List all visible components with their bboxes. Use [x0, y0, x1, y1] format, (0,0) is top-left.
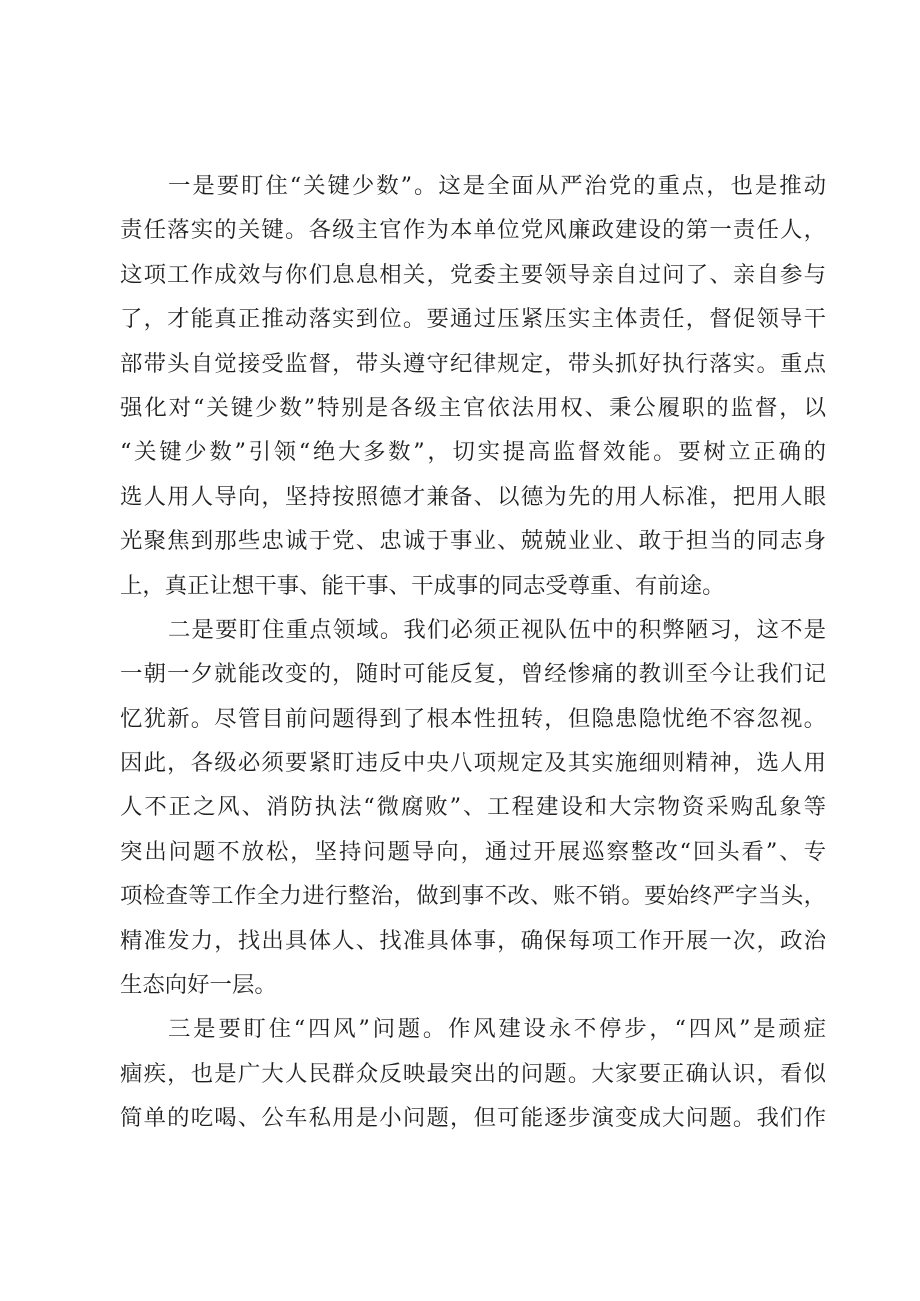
text-line: 二是要盯住重点领域。我们必须正视队伍中的积弊陋习，这不是 — [168, 616, 826, 643]
text-line: 强化对“关键少数”特别是各级主官依法用权、秉公履职的监督，以 — [120, 394, 826, 421]
text-line: 责任落实的关键。各级主官作为本单位党风廉政建设的第一责任人， — [120, 217, 826, 244]
text-line: 痼疾，也是广大人民群众反映最突出的问题。大家要正确认识，看似 — [120, 1060, 826, 1087]
text-line: 三是要盯住“四风”问题。作风建设永不停步，“四风”是顽症 — [168, 1016, 826, 1043]
document-body — [120, 164, 826, 1141]
text-line: 部带头自觉接受监督，带头遵守纪律规定，带头抓好执行落实。重点 — [120, 350, 826, 377]
text-line: 选人用人导向，坚持按照德才兼备、以德为先的用人标准，把用人眼 — [120, 483, 826, 510]
text-line: 上，真正让想干事、能干事、干成事的同志受尊重、有前途。 — [120, 572, 725, 599]
text-line: 精准发力，找出具体人、找准具体事，确保每项工作开展一次，政治 — [120, 927, 826, 954]
text-line: 忆犹新。尽管目前问题得到了根本性扭转，但隐患隐忧绝不容忽视。 — [120, 705, 826, 732]
text-line: 一是要盯住“关键少数”。这是全面从严治党的重点，也是推动 — [168, 173, 826, 199]
paragraph-2 — [120, 608, 826, 1008]
text-line: 一朝一夕就能改变的，随时可能反复，曾经惨痛的教训至今让我们记 — [120, 661, 826, 688]
text-line: 简单的吃喝、公车私用是小问题，但可能逐步演变成大问题。我们作 — [120, 1105, 826, 1132]
text-line: 了，才能真正推动落实到位。要通过压紧压实主体责任，督促领导干 — [120, 306, 826, 333]
text-line: 生态向好一层。 — [120, 972, 277, 999]
text-line: 突出问题不放松，坚持问题导向，通过开展巡察整改“回头看”、专 — [120, 838, 826, 865]
text-line: 人不正之风、消防执法“微腐败”、工程建设和大宗物资采购乱象等 — [120, 794, 826, 821]
paragraph-1 — [120, 164, 826, 608]
text-line: 这项工作成效与你们息息相关，党委主要领导亲自过问了、亲自参与 — [120, 261, 826, 288]
text-line: 光聚焦到那些忠诚于党、忠诚于事业、兢兢业业、敢于担当的同志身 — [120, 528, 826, 555]
text-line: “关键少数”引领“绝大多数”，切实提高监督效能。要树立正确的 — [120, 439, 826, 466]
text-line: 因此，各级必须要紧盯违反中央八项规定及其实施细则精神，选人用 — [120, 750, 826, 777]
paragraph-3 — [120, 1007, 826, 1140]
text-line: 项检查等工作全力进行整治，做到事不改、账不销。要始终严字当头， — [120, 883, 826, 910]
